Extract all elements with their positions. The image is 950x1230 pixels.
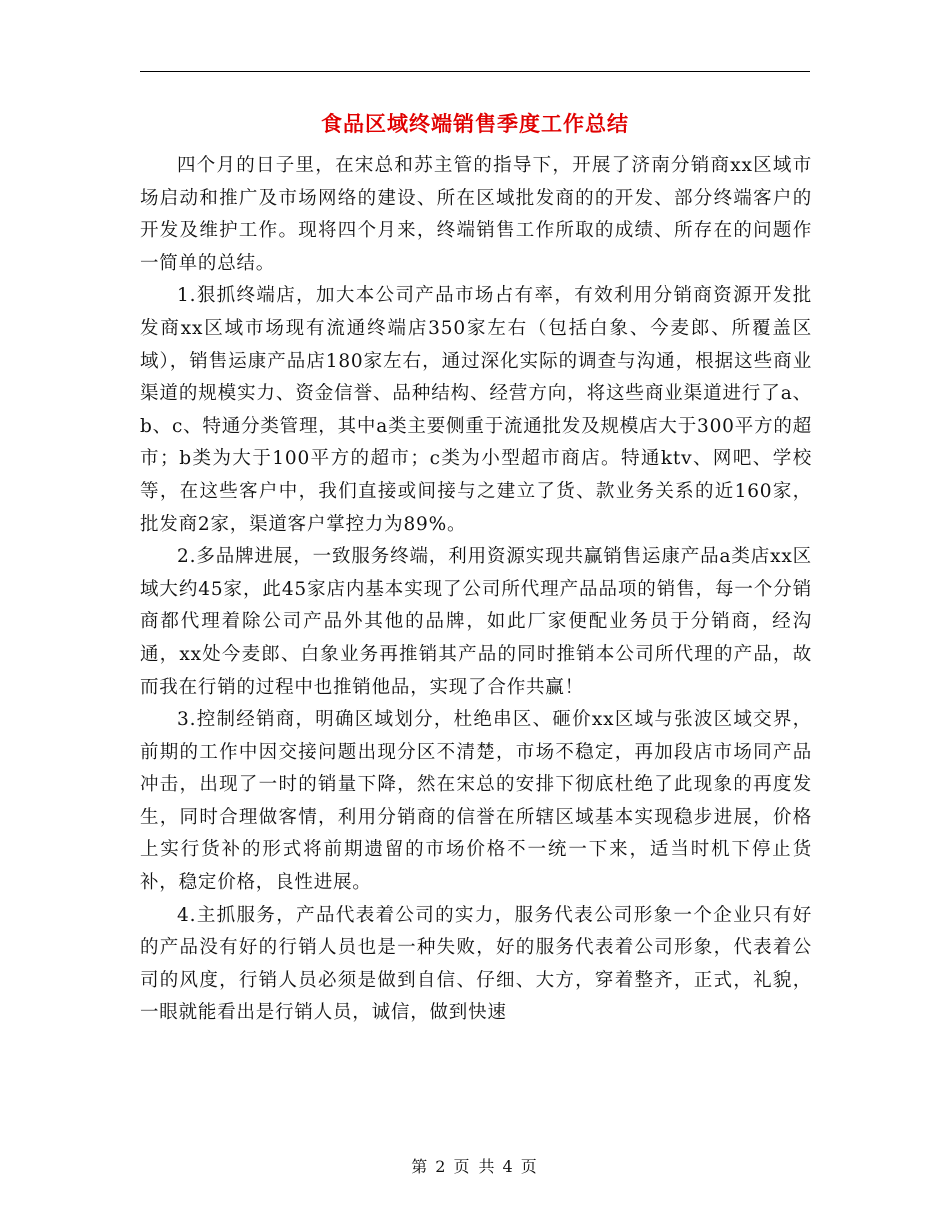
paragraph-4: 4.主抓服务，产品代表着公司的实力，服务代表公司形象一个企业只有好的产品没有好的行销人员也是一种失败，好的服务代表着公司形象，代表着公司的风度，行销人员必须是做到自信、仔细、大方，穿着整齐，正式，礼貌，一眼就能看出是行销人员，诚信，做到快速 [140,904,812,1024]
header-rule [140,71,810,72]
intro-paragraph: 四个月的日子里，在宋总和苏主管的指导下，开展了济南分销商xx区域市场启动和推广及市场网络的建设、所在区域批发商的的开发、部分终端客户的开发及维护工作。现将四个月来，终端销售工作所取的成绩、所存在的问题作一简单的总结。 [140,155,812,274]
paragraph-2: 2.多品牌进展，一致服务终端，利用资源实现共赢销售运康产品a类店xx区域大约45家，此45家店内基本实现了公司所代理产品品项的销售，每一个分销商都代理着除公司产品外其他的品牌，如此厂家便配业务员于分销商，经沟通，xx处今麦郎、白象业务再推销其产品的同时推销本公司所代理的产品，故而我在行销的过程中也推销他品，实现了合作共赢！ [140,546,812,698]
paragraph-1: 1.狠抓终端店，加大本公司产品市场占有率，有效利用分销商资源开发批发商xx区域市场现有流通终端店350家左右（包括白象、今麦郎、所覆盖区域），销售运康产品店180家左右，通过深化实际的调查与沟通，根据这些商业渠道的规模实力、资金信誉、品种结构、经营方向，将这些商业渠道进行了a、b、c、特通分类管理，其中a类主要侧重于流通批发及规模店大于300平方的超市；b类为大于100平方的超市；c类为小型超市商店。特通ktv、网吧、学校等，在这些客户中，我们直接或间接与之建立了货、款业务关系的近160家，批发商2家，渠道客户掌控力为89%。 [140,285,812,535]
footer-suffix: 页 [520,1157,539,1176]
footer-total-pages: 4 [502,1157,515,1176]
document-body [140,150,812,1030]
footer-middle: 页 共 [453,1157,497,1176]
paragraph-3: 3.控制经销商，明确区域划分，杜绝串区、砸价xx区域与张波区域交界，前期的工作中因交接问题出现分区不清楚，市场不稳定，再加段店市场同产品冲击，出现了一时的销量下降，然在宋总的安排下彻底杜绝了此现象的再度发生，同时合理做客情，利用分销商的信誉在所辖区域基本实现稳步进展，价格上实行货补的形式将前期遗留的市场价格不一统一下来，适当时机下停止货补，稳定价格，良性进展。 [140,709,812,894]
document-title: 食品区域终端销售季度工作总结 [321,112,629,136]
page-footer [0,1154,950,1177]
footer-prefix: 第 [411,1157,430,1176]
footer-page-number: 2 [435,1157,448,1176]
